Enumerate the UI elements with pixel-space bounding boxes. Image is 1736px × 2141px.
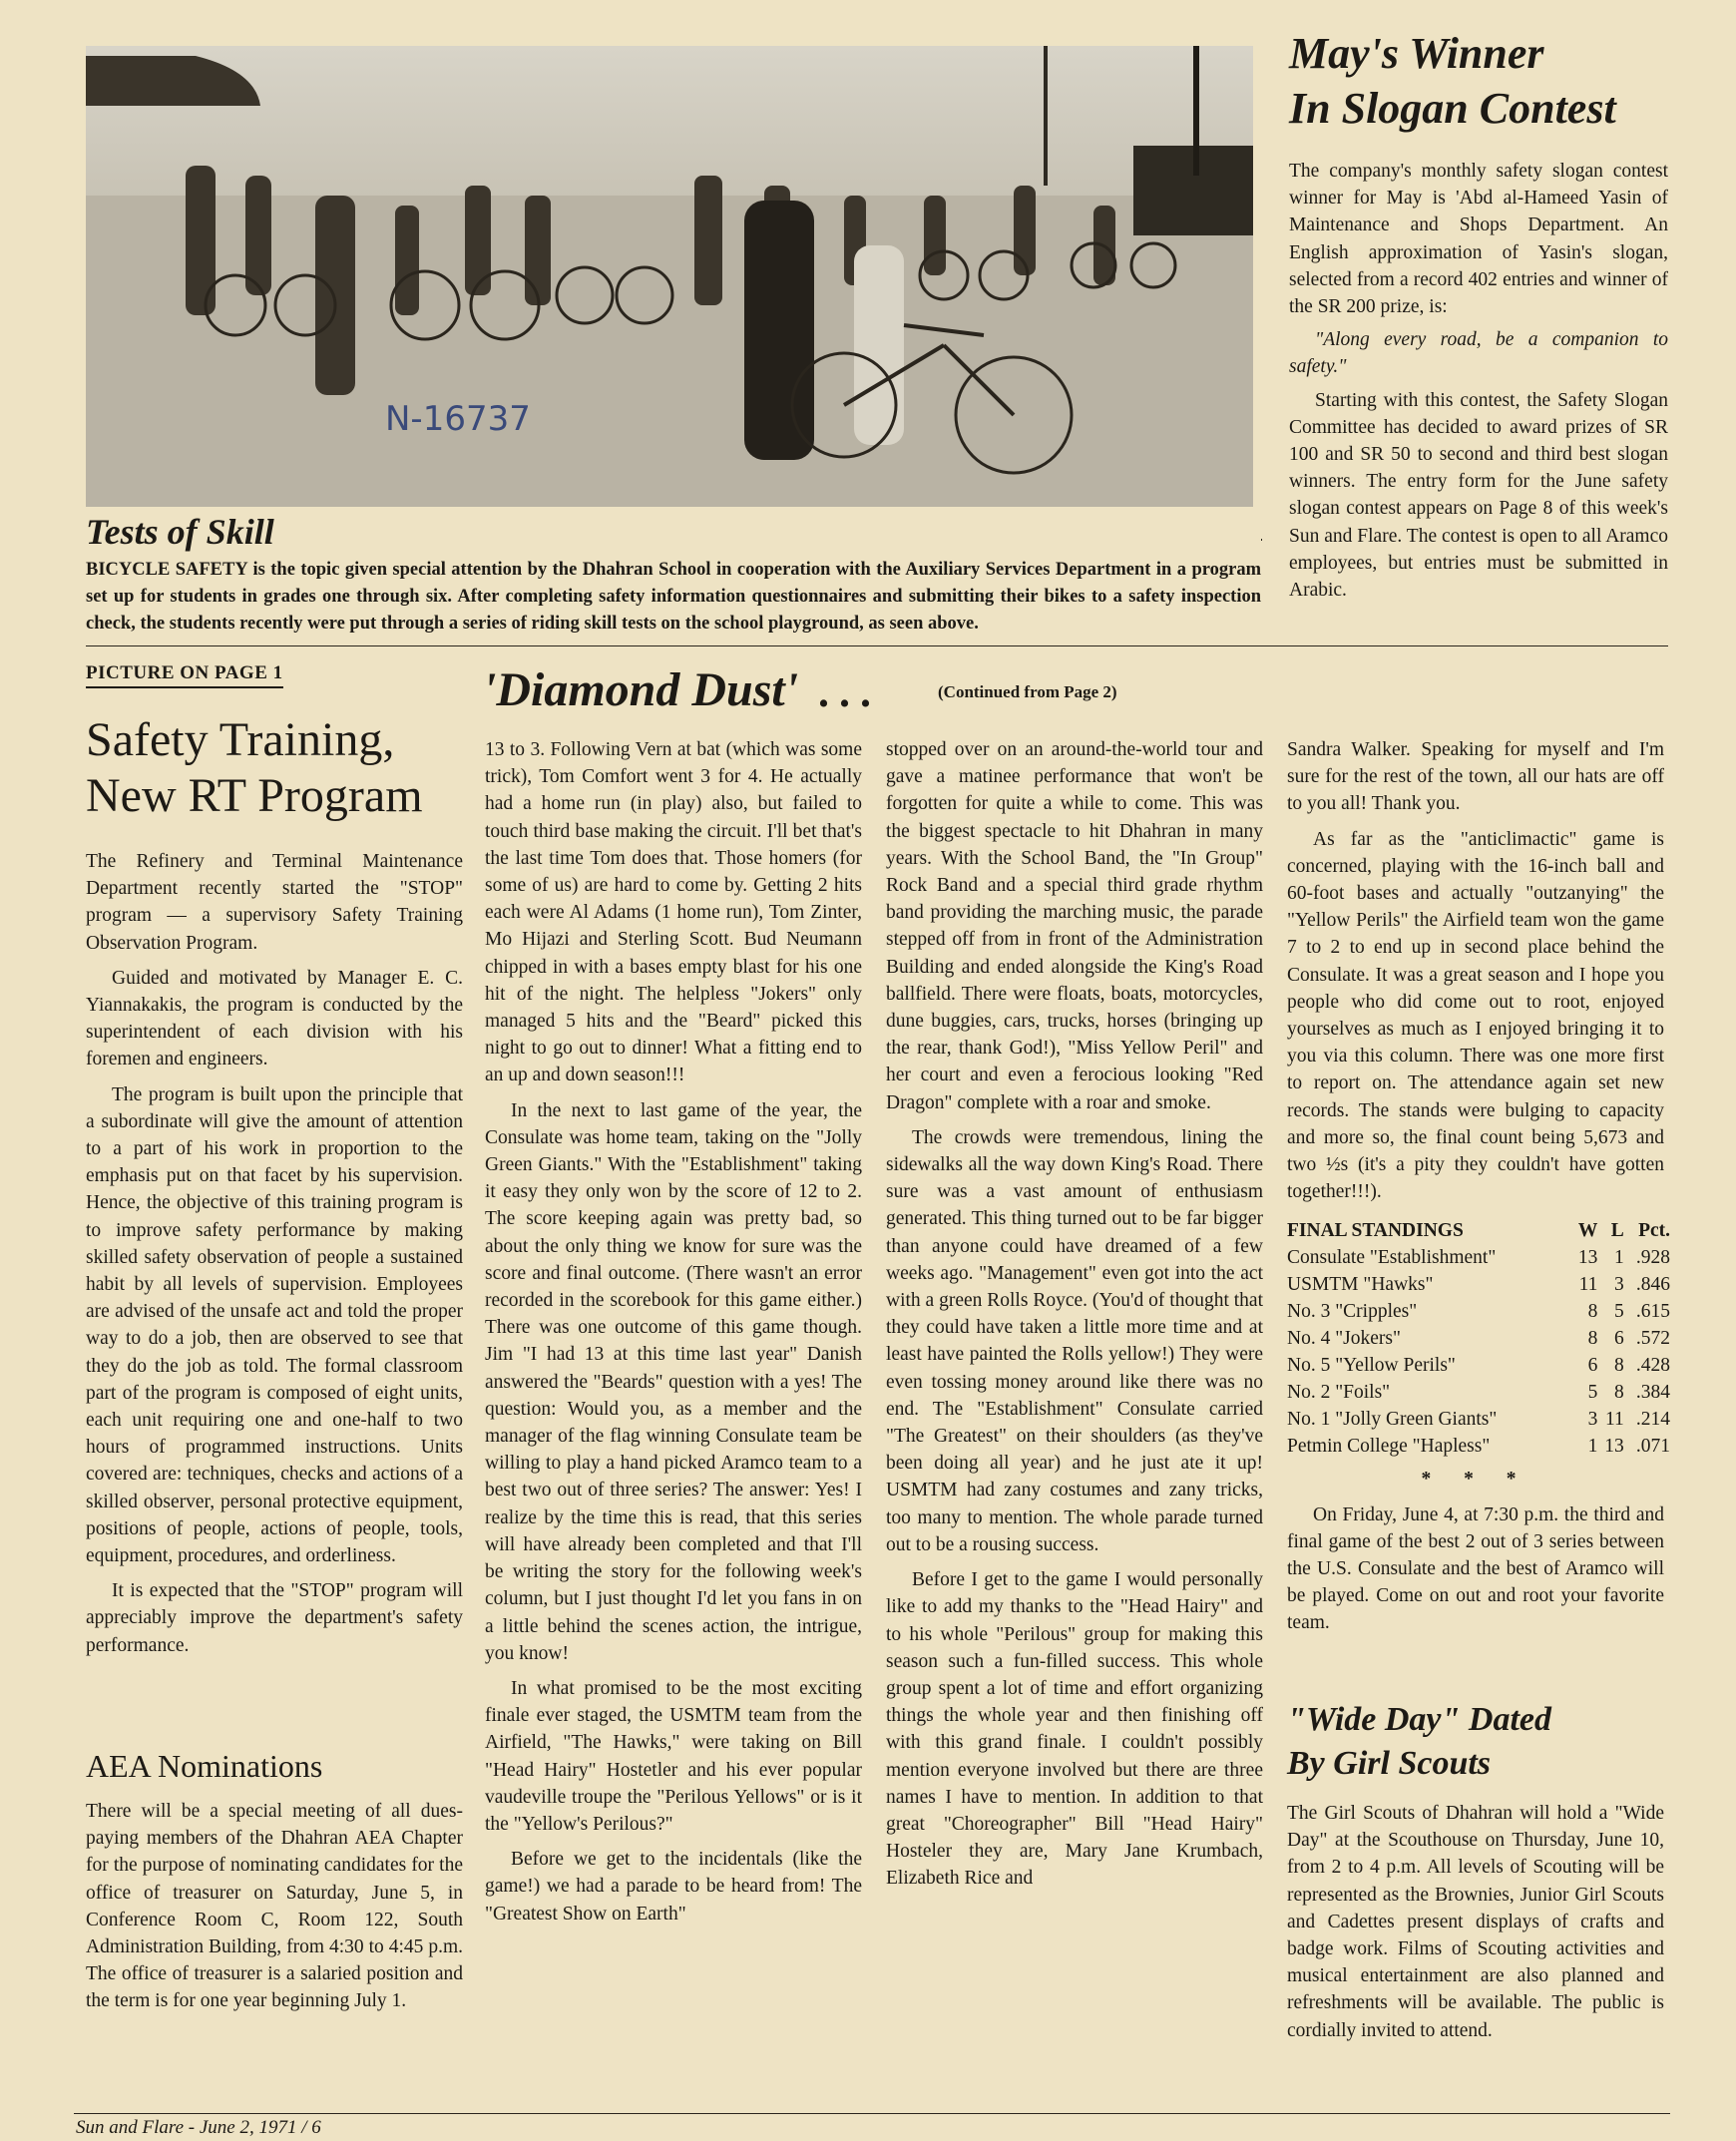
diamond-paragraph: As far as the "anticlimactic" game is concerned, playing with the 16-inch ball and 60-foot bases and actually "outzanying" the "Yellow Perils" the Airfield team won the game 7 to 2 to end up in second place behind the Consulate. It was a great season and I hope you people who did come out to root, enjoyed yourselves as much as I enjoyed bringing it to you via this column. There was one more first to report on. The attendance again set new records. The stands were bulging to capacity and more so, the final count being 5,673 and two ½s (it's a pity they couldn't have gotten together!!!). (1287, 828, 1664, 1203)
photo-stamp: N-16737 (385, 399, 531, 439)
diamond-paragraph: The crowds were tremendous, lining the sidewalks all the way down King's Road. There sure was a vast amount of enthusiasm generated. This thing turned out to be far bigger than anyone could have dreamed of a few weeks ago. "Management" even got into the act with a green Rolls Royce. (You'd of thought that they could have taken a little more time and at least have painted the Rolls yellow!) They were even tossing money around like there was no end. The "Establishment" Consulate carried "The Greatest" on their shoulders (as they've been doing all year) and he just ate it up! USMTM had zany costumes and zany tricks, too many to mention. The whole parade turned out to be a rousing success. (886, 1126, 1263, 1555)
safety-title-line1: Safety Training, (86, 713, 395, 766)
diamond-paragraph: In what promised to be the most exciting finale ever staged, the USMTM team from the Airfield, "The Hawks," were taking on Bill "Head Hairy" Hostetler and his ever popular vaudeville troupe the "Perilous Yellows" or is it the "Yellow's Perilous?" (485, 1677, 862, 1835)
losses: 8 (1614, 1382, 1624, 1404)
wins: 6 (1587, 1355, 1598, 1377)
wins: 1 (1587, 1436, 1598, 1458)
aea-headline: AEA Nominations (86, 1748, 323, 1784)
caption-body: BICYCLE SAFETY is the topic given special attention by the Dhahran School in cooperation with the Auxiliary Services Department in a program set up for students in grades one through six. After completing safety information questionnaires and submitting their bikes to a safety inspection check, the students recently were put through a series of riding skill tests on the school playground, as seen above. (86, 560, 1261, 634)
pct: .214 (1635, 1409, 1670, 1431)
diamond-paragraph: Before we get to the incidentals (like the game!) we had a parade to be heard from! The "Greatest Show on Earth" (485, 1849, 862, 1925)
team: No. 4 "Jokers" (1287, 1328, 1401, 1350)
col-pct: Pct. (1638, 1220, 1670, 1242)
diamond-paragraph: stopped over on an around-the-world tour and gave a matinee performance that won't be forgotten for quite a while to come. This was the biggest spectacle to hit Dhahran in many years. With the School Band, the "In Group" Rock Band and a special third grade rhythm band providing the marching music, the parade stepped off from in front of the Administration Building and ended alongside the King's Road ballfield. There were floats, boats, motorcycles, dune buggies, cars, trucks, horses (bringing up the rear, thank God!), "Miss Yellow Peril" and her court and even a ferocious looking "Red Dragon" complete with a roar and smoke. (886, 739, 1263, 1113)
wide-title-line1: "Wide Day" Dated (1287, 1701, 1551, 1738)
safety-paragraph: The Refinery and Terminal Maintenance Department recently started the "STOP" program — a supervisory Safety Training Observation Program. (86, 851, 463, 954)
losses: 6 (1614, 1328, 1624, 1350)
diamond-paragraph: Before I get to the game I would personally like to add my thanks to the "Head Hairy" and to his whole "Perilous" group for making this season such a fun-filled success. This whole group spent a lot of time and effort organizing things the whole year and then finishing off with this grand finale. I couldn't possibly mention everyone involved but there are three names I have to mention. In addition to that great "Choreographer" Bill "Head Hairy" Hosteler they are, Mary Jane Krumbach, Elizabeth Rice and (886, 1569, 1263, 1890)
wide-day-headline (1287, 1698, 1666, 1786)
wins: 8 (1587, 1328, 1598, 1350)
bicycle-safety-photo (86, 46, 1253, 507)
losses: 13 (1604, 1436, 1624, 1458)
wins: 3 (1587, 1409, 1598, 1431)
kicker-label: PICTURE ON PAGE 1 (86, 662, 283, 688)
team: Consulate "Establishment" (1287, 1247, 1497, 1269)
safety-title-line2: New RT Program (86, 769, 423, 822)
losses: 11 (1604, 1409, 1624, 1431)
diamond-paragraph: Sandra Walker. Speaking for myself and I'm sure for the rest of the town, all our hats are off to you all! Thank you. (1287, 739, 1664, 815)
section-stars: * * * (1421, 1469, 1530, 1491)
wide-paragraph: The Girl Scouts of Dhahran will hold a "Wide Day" at the Scouthouse on Thursday, June 10, from 2 to 4 p.m. All levels of Scouting will be represented as the Brownies, Junior Girl Scouts and Cadettes present displays of crafts and badge work. Films of Scouting activities and musical entertainment are also planned and refreshments will be available. The public is cordially invited to attend. (1287, 1803, 1664, 2041)
pct: .846 (1635, 1274, 1670, 1296)
wins: 11 (1578, 1274, 1598, 1296)
may-title-line2: In Slogan Contest (1289, 84, 1616, 133)
wins: 5 (1587, 1382, 1598, 1404)
page-footer: Sun and Flare - June 2, 1971 / 6 (76, 2117, 321, 2138)
section-divider (86, 645, 1668, 646)
slogan-quote: "Along every road, be a companion to safety." (1289, 329, 1668, 378)
safety-headline (86, 712, 485, 824)
diamond-paragraph: 13 to 3. Following Vern at bat (which was some trick), Tom Comfort went 3 for 4. He actually had a home run (in play) also, but failed to touch third base making the circuit. I'll bet that's the last time Tom does that. Those homers (for some of us) are hard to come by. Getting 2 hits each were Al Adams (1 home run), Tom Zinter, Mo Hijazi and Sterling Scott. Bud Neumann chipped in with a bases empty blast for his one hit of the night. The helpless "Jokers" only managed 5 hits and the "Beard" picked this night to go out to dinner! What a fitting end to an up and down season!!! (485, 739, 862, 1086)
team: No. 5 "Yellow Perils" (1287, 1355, 1456, 1377)
col-w: W (1577, 1220, 1598, 1242)
table-row (1287, 1352, 1670, 1379)
table-row (1287, 1298, 1670, 1325)
table-row (1287, 1271, 1670, 1298)
losses: 3 (1614, 1274, 1624, 1296)
diamond-dust-column-4 (1287, 736, 1670, 1637)
safety-paragraph: The program is built upon the principle that a subordinate will give the amount of attention to a part of his work in proportion to the emphasis put on that facet by his supervision. Hence, the objective of this training program is to improve safety performance by making skilled safety observation of people a sustained habit by all levels of supervision. Employees are advised of the unsafe act and told the proper way to do a job, then are observed to see that they do the job as told. The formal classroom part of the program is composed of eight units, each unit requiring one and one-half to two hours of programmed instructions. Units covered are: techniques, checks and actions of a skilled observer, personal protective equipment, positions of people, actions of people, tools, equipment, procedures, and orderliness. (86, 1083, 463, 1567)
table-row (1287, 1244, 1670, 1271)
wins: 13 (1577, 1247, 1598, 1269)
table-row (1287, 1433, 1670, 1460)
pct: .428 (1635, 1355, 1670, 1377)
may-winner-article (1289, 158, 1668, 604)
pct: .572 (1635, 1328, 1670, 1350)
standings-header-row (1287, 1217, 1670, 1244)
divider-mark (1261, 539, 1262, 541)
diamond-paragraph: On Friday, June 4, at 7:30 p.m. the third and final game of the best 2 out of 3 series between the U.S. Consulate and the best of Aramco will be played. Come on out and root your favorite team. (1287, 1503, 1664, 1634)
table-row (1287, 1379, 1670, 1406)
losses: 5 (1614, 1301, 1624, 1323)
diamond-paragraph: In the next to last game of the year, the Consulate was home team, taking on the "Jolly Green Giants." With the "Establishment" taking it easy they only won by the score of 12 to 2. The score keeping again was pretty bad, so about the only thing we know for sure was the score and final outcome. (There wasn't an error recorded in the scorebook for this game either.) There was one outcome of this game though. Jim "I had 13 at this time last year" Danish answered the "Beards" question with a yes! The question: Would you, as a member and the manager of the flag winning Consulate team be willing to play a hand picked Aramco team to a best two out of three series? The answer: Yes! I realize by the time this is read, that this series will have already been completed and that I'll be writing the story for the following week's column, but I just thought I'd let you fans in on a little behind the scenes action, the intrigue, you know! (485, 1099, 862, 1664)
team: Petmin College "Hapless" (1287, 1436, 1491, 1458)
pct: .928 (1635, 1247, 1670, 1269)
table-row (1287, 1406, 1670, 1433)
diamond-dust-column-2 (485, 736, 862, 1927)
losses: 1 (1614, 1247, 1624, 1269)
losses: 8 (1614, 1355, 1624, 1377)
headline-ellipsis: ... (818, 667, 881, 716)
safety-paragraph: Guided and motivated by Manager E. C. Yiannakakis, the program is conducted by the superintendent of each division with his foremen and engineers. (86, 967, 463, 1070)
team: No. 1 "Jolly Green Giants" (1287, 1409, 1498, 1431)
may-paragraph: Starting with this contest, the Safety Slogan Committee has decided to award prizes of SR 100 and SR 50 to second and third best slogan winners. The entry form for the June safety slogan contest appears on Page 8 of this week's Sun and Flare. The contest is open to all Aramco employees, but entries must be submitted in Arabic. (1289, 389, 1668, 602)
safety-article (86, 848, 463, 1659)
may-winner-headline (1289, 26, 1688, 136)
team: No. 2 "Foils" (1287, 1382, 1391, 1404)
diamond-dust-headline: 'Diamond Dust' (483, 663, 799, 716)
caption-title: Tests of Skill (86, 512, 274, 552)
wide-day-article (1287, 1800, 1664, 2044)
table-row (1287, 1325, 1670, 1352)
pct: .384 (1635, 1382, 1670, 1404)
wide-title-line2: By Girl Scouts (1287, 1745, 1492, 1782)
team: No. 3 "Cripples" (1287, 1301, 1418, 1323)
continued-note: (Continued from Page 2) (938, 682, 1117, 701)
footer-rule (74, 2113, 1670, 2114)
team: USMTM "Hawks" (1287, 1274, 1434, 1296)
aea-article (86, 1798, 463, 2015)
aea-paragraph: There will be a special meeting of all dues-paying members of the Dhahran AEA Chapter for the purpose of nominating candidates for the office of treasurer on Saturday, June 5, in Conference Room C, Room 122, South Administration Building, from 4:30 to 4:45 p.m. The office of treasurer is a salaried position and the term is for one year beginning July 1. (86, 1801, 463, 2012)
pct: .615 (1635, 1301, 1670, 1323)
may-paragraph: The company's monthly safety slogan contest winner for May is 'Abd al-Hameed Yasin of Maintenance and Shops Department. An English approximation of Yasin's slogan, selected from a record 402 entries and winner of the SR 200 prize, is: (1289, 161, 1668, 318)
diamond-dust-column-3 (886, 736, 1263, 1893)
may-title-line1: May's Winner (1289, 29, 1544, 78)
col-l: L (1610, 1220, 1624, 1242)
pct: .071 (1635, 1436, 1670, 1458)
standings-header: FINAL STANDINGS (1287, 1220, 1464, 1242)
wins: 8 (1587, 1301, 1598, 1323)
final-standings-table (1287, 1217, 1670, 1460)
safety-paragraph: It is expected that the "STOP" program will appreciably improve the department's safety performance. (86, 1580, 463, 1656)
